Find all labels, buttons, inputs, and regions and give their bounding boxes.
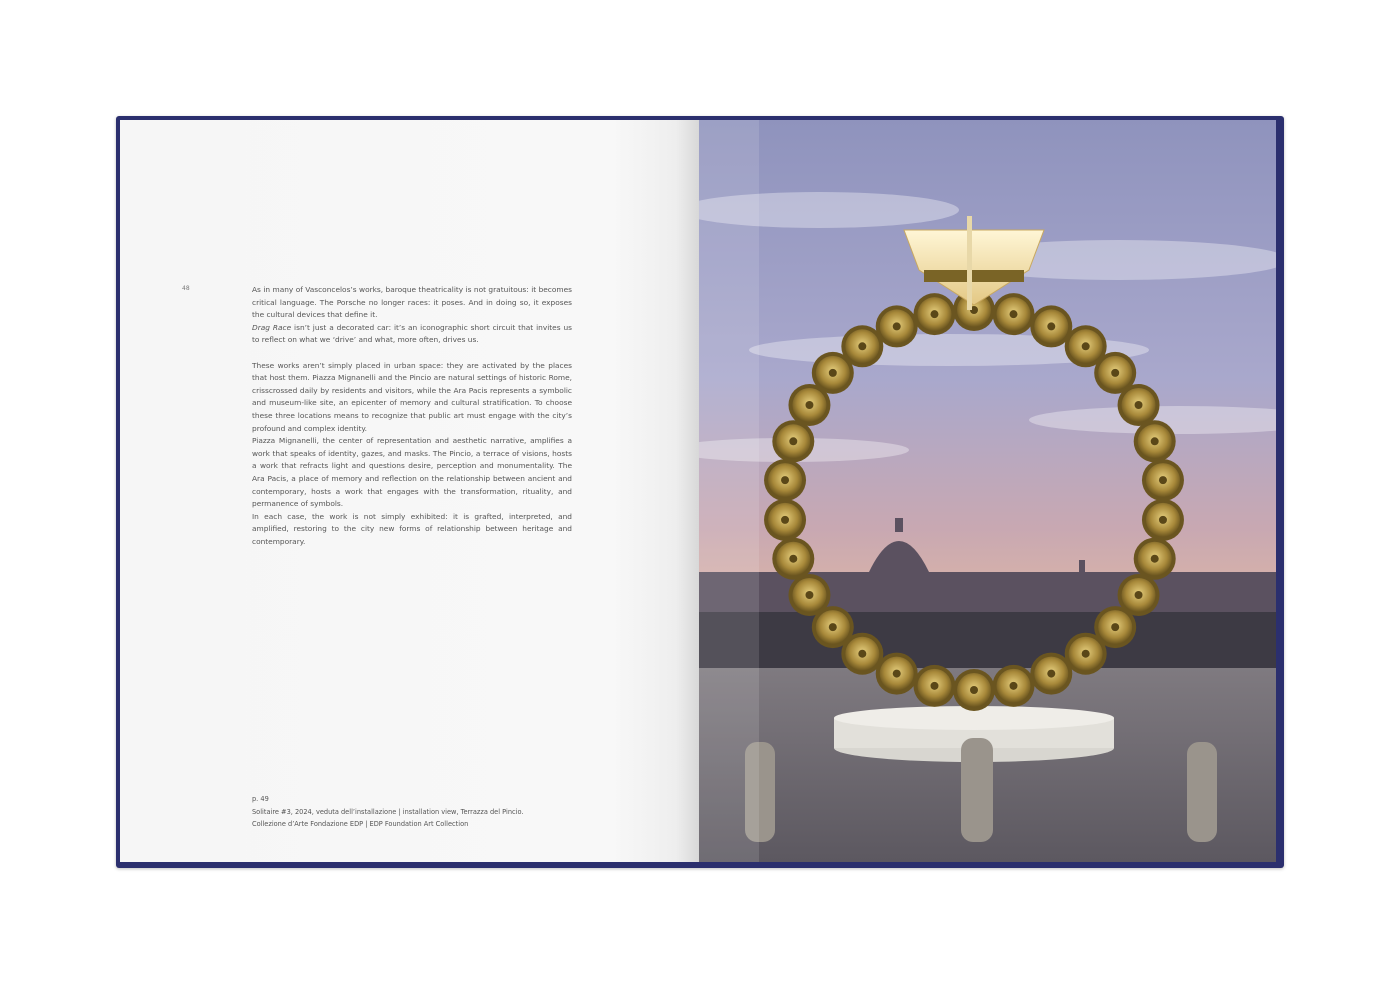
wheel-rim — [1134, 538, 1176, 580]
wheel-rim — [953, 669, 995, 711]
body-text — [252, 284, 572, 548]
photo-caption — [252, 793, 582, 831]
wheel-rim — [876, 305, 918, 347]
wheel-rim — [1030, 653, 1072, 695]
wheel-rim — [913, 665, 955, 707]
caption-line-1: Solitaire #3, 2024, veduta dell’installazione | installation view, Terrazza del Pincio. — [252, 807, 524, 816]
right-page-photo — [699, 120, 1276, 862]
paragraph-2: Drag Race isn’t just a decorated car: it’s an iconographic short circuit that invites us to reflect on what we ‘drive’ and what, more often, drives us. — [252, 322, 572, 345]
crowd — [699, 612, 1276, 668]
wheel-rim — [993, 293, 1035, 335]
wheel-rim — [993, 665, 1035, 707]
ring-sculpture-photo-icon — [699, 120, 1276, 862]
wheel-rim — [913, 293, 955, 335]
wheel-rim — [764, 499, 806, 541]
page-number: 48 — [182, 285, 190, 292]
wheel-rim — [1134, 420, 1176, 462]
wheel-rim — [1118, 384, 1160, 426]
paragraph-1: As in many of Vasconcelos’s works, baroque theatricality is not gratuitous: it becomes critical language. The Porsche no longer races: it poses. And in doing so, it exposes the cultural devices that define it. — [252, 285, 572, 320]
paragraph-gap — [252, 347, 572, 360]
artwork-title: Drag Race — [252, 322, 292, 332]
paragraph-4: Piazza Mignanelli, the center of representation and aesthetic narrative, amplifies a work that speaks of identity, gazes, and masks. The Pincio, a terrace of visions, hosts a work that refracts light and questions desire, perception and monumentality. The Ara Pacis, a place of memory and reflection on the relationship between ancient and contemporary, hosts a work that engages with the transformation, rituality, and permanence of symbols. — [252, 436, 572, 509]
page-gutter-highlight — [699, 120, 759, 862]
wheel-rim — [764, 459, 806, 501]
paragraph-3: These works aren’t simply placed in urban space: they are activated by the places that host them. Piazza Mignanelli and the Pincio are natural settings of historic Rome, crisscrossed daily by residents and visitors, while the Ara Pacis represents a symbolic and museum-like site, an epicenter of memory and cultural stratification. To choose these three locations means to recognize that public art must engage with the city’s profound and complex identity. — [252, 360, 572, 433]
wheel-rim — [788, 574, 830, 616]
caption-line-2: Collezione d’Arte Fondazione EDP | EDP Foundation Art Collection — [252, 820, 469, 829]
wheel-rim — [1142, 499, 1184, 541]
wheel-rim — [772, 538, 814, 580]
wheel-rim — [772, 420, 814, 462]
caption-page-ref: p. 49 — [252, 795, 269, 803]
wheel-rim — [1142, 459, 1184, 501]
paragraph-5: In each case, the work is not simply exhibited: it is grafted, interpreted, and amplified, restoring to the city new forms of relationship between heritage and contemporary. — [252, 511, 572, 546]
